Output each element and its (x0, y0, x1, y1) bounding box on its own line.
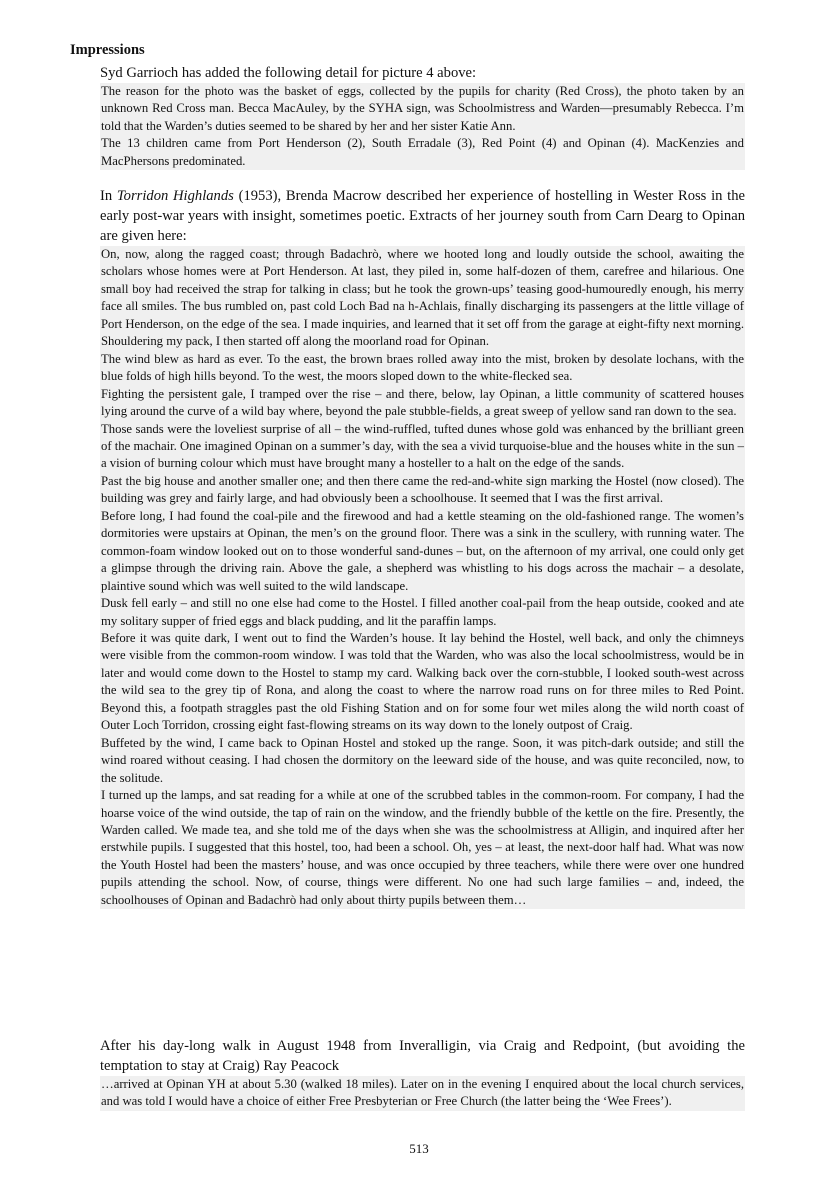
intro-garrioch (100, 63, 745, 83)
intro-macrow (100, 186, 745, 246)
quote-paragraph: The reason for the photo was the basket of eggs, collected by the pupils for charity (Red Cross), the photo taken by an unknown Red Cross man. Becca MacAuley, by the SYHA sign, was Schoolmistress and Warden—presumably Rebecca. I’m told that the Warden’s duties seemed to be shared by her and her sister Katie Ann. (101, 84, 744, 133)
page-number: 513 (409, 1141, 429, 1156)
quote-paragraph: Dusk fell early – and still no one else had come to the Hostel. I filled another coal-pail from the heap outside, cooked and ate my solitary supper of fried eggs and black pudding, and lit the paraffin lamps. (101, 596, 744, 628)
intro-text-end: (1953), Brenda Macrow described her experience of hostelling in Wester Ross in the early post-war years with insight, sometimes poetic. Extracts of her journey south from Carn Dearg to Opinan are given here: (100, 188, 746, 244)
quote-peacock (100, 1076, 745, 1111)
intro-peacock (100, 1036, 745, 1076)
intro-text-start: In (100, 188, 117, 204)
quote-paragraph: …arrived at Opinan YH at about 5.30 (walked 18 miles). Later on in the evening I enquired about the local church services, and was told I would have a choice of either Free Presbyterian or Free Church (the latter being the ‘Wee Frees’). (101, 1077, 744, 1109)
quote-paragraph: The 13 children came from Port Henderson (2), South Erradale (3), Red Point (4) and Opinan (4). MacKenzies and MacPhersons predominated. (101, 136, 744, 168)
quote-paragraph: Past the big house and another smaller one; and then there came the red-and-white sign marking the Hostel (now closed). The building was grey and fairly large, and had obviously been a schoolhouse. It seemed that I was the first arrival. (101, 473, 744, 506)
section-garrioch (100, 63, 745, 170)
quote-paragraph: Fighting the persistent gale, I tramped over the rise – and there, below, lay Opinan, a little community of scattered houses lying around the curve of a wild bay where, beyond the pale stubble-fields, a great sweep of yellow sand ran down to the sea. (101, 386, 744, 419)
section-peacock (100, 1036, 745, 1111)
intro-text (100, 186, 745, 246)
quote-paragraph: On, now, along the ragged coast; through Badachrò, where we hooted long and loudly outside the school, awaiting the scholars whose homes were at Port Henderson. At last, they piled in, some half-dozen of them, carefree and hilarious. One small boy had received the strap for talking in class; but he took the grown-ups’ teasing good-humouredly enough, his merry face all smiles. The bus rumbled on, past cold Loch Bad na h-Achlais, finally discharging its passengers at the little village of Port Henderson, on the edge of the sea. I made inquiries, and learned that it set off from the garage at eight-fifty next morning. Shouldering my pack, I then started off along the moorland road for Opinan. (101, 247, 744, 349)
section-heading: Impressions (70, 42, 145, 58)
intro-text: After his day-long walk in August 1948 from Inveralligin, via Craig and Redpoint, (but avoiding the temptation to stay at Craig) Ray Peacock (100, 1038, 745, 1074)
quote-paragraph: Those sands were the loveliest surprise of all – the wind-ruffled, tufted dunes whose gold was enhanced by the brilliant green of the machair. One imagined Opinan on a summer’s day, with the sea a vivid turquoise-blue and the houses white in the sun – a vision of burning colour which must have brought many a hosteller to a halt on the edge of the sands. (101, 421, 744, 471)
quote-paragraph: Buffeted by the wind, I came back to Opinan Hostel and stoked up the range. Soon, it was pitch-dark outside; and still the wind roared without ceasing. I had chosen the dormitory on the leeward side of the house, and was quite reconciled, now, to the solitude. (101, 735, 744, 785)
quote-garrioch (100, 83, 745, 170)
quote-paragraph: Before long, I had found the coal-pile and the firewood and had a kettle steaming on the old-fashioned range. The women’s dormitories were upstairs at Opinan, the men’s on the ground floor. There was a sink in the scullery, with running water. The common-foam window looked out on to those wonderful sand-dunes – but, on the afternoon of my arrival, one could only get a glimpse through the driving rain. Above the gale, a shepherd was whistling to his dogs across the machair – a desolate, plaintive sound which was well suited to the wild landscape. (101, 508, 744, 593)
section-macrow (100, 186, 745, 909)
book-title: Torridon Highlands (116, 188, 234, 204)
intro-text: Syd Garrioch has added the following detail for picture 4 above: (100, 65, 477, 81)
quote-macrow (100, 246, 745, 909)
quote-paragraph: The wind blew as hard as ever. To the east, the brown braes rolled away into the mist, broken by desolate lochans, with the blue folds of high hills beyond. To the west, the moors sloped down to the white-flecked sea. (101, 351, 744, 384)
quote-paragraph: Before it was quite dark, I went out to find the Warden’s house. It lay behind the Hostel, well back, and only the chimneys were visible from the common-room window. I was told that the Warden, who was also the local schoolmistress, would be in later and would come down to the Hostel to stamp my card. Walking back over the corn-stubble, I looked south-west across the wild sea to the grey tip of Rona, and along the coast to where the narrow road runs on for three miles to Red Point. Beyond this, a footpath straggles past the old Fishing Station and on for some four wet miles along the wild north coast of Outer Loch Torridon, crossing eight fast-flowing streams on its way down to the lonely outpost of Craig. (101, 630, 744, 733)
quote-paragraph: I turned up the lamps, and sat reading for a while at one of the scrubbed tables in the common-room. For company, I had the hoarse voice of the wind outside, the tap of rain on the window, and the friendly bubble of the kettle on the fire. Presently, the Warden called. We made tea, and she told me of the days when she was the schoolmistress at Alligin, and inquired after her erstwhile pupils. I suggested that this hostel, too, had been a school. Oh, yes – at least, the next-door half had. What was now the Youth Hostel had been the masters’ house, and was once occupied by three teachers, while there were over one hundred pupils attending the school. Now, of course, things were different. No one had such large families – and, indeed, the schoolhouses of Opinan and Badachrò had only about thirty pupils between them… (101, 788, 744, 907)
